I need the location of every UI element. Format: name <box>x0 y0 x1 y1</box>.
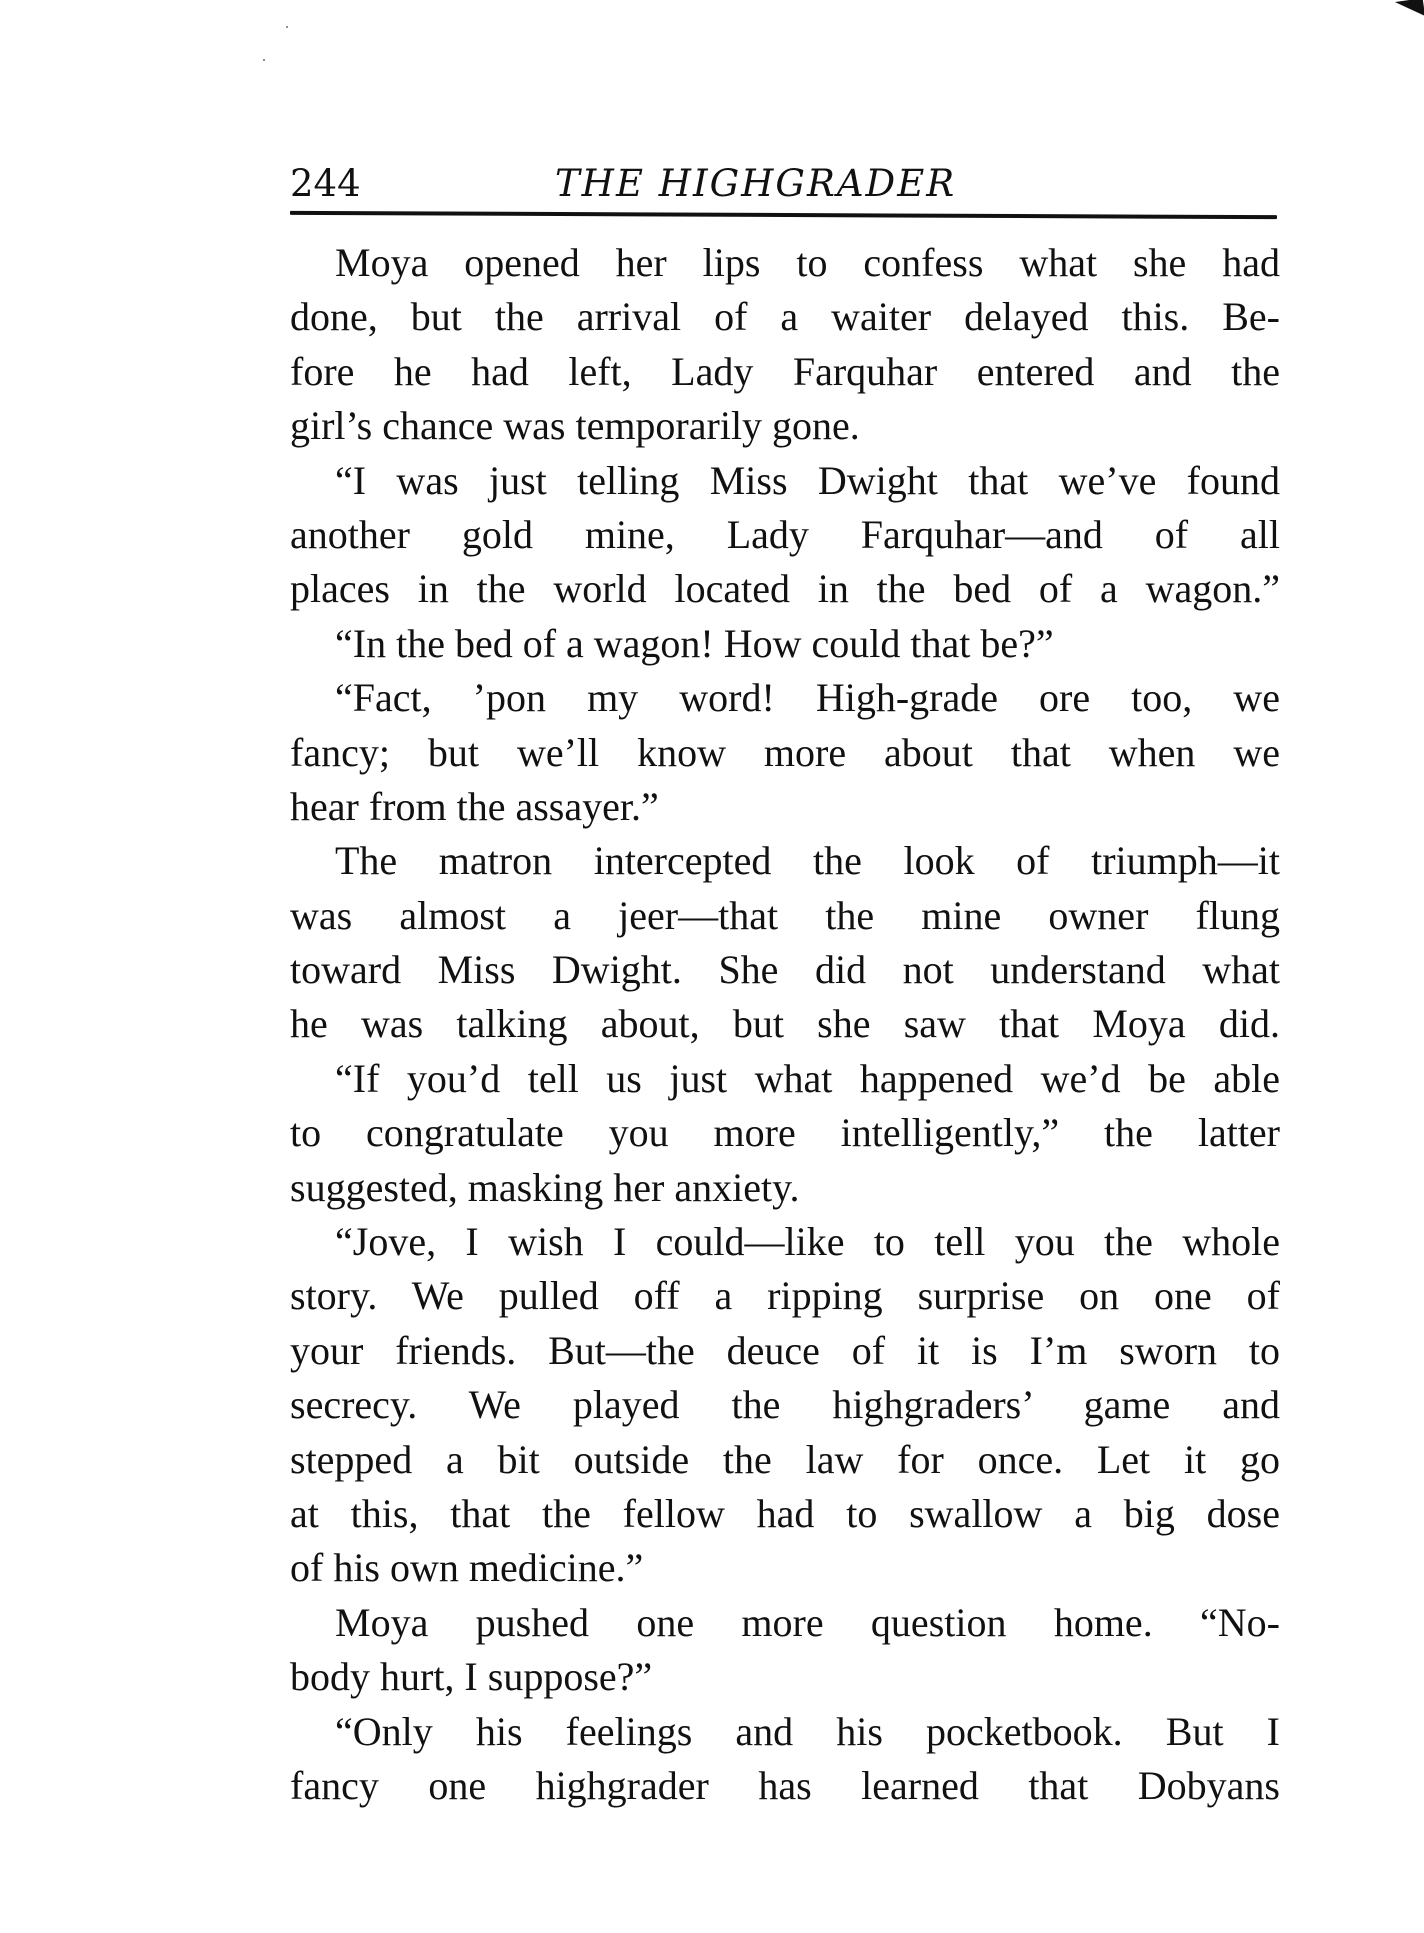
scan-corner-mark <box>1395 0 1424 20</box>
text-line: places in the world located in the bed of a wagon.” <box>290 566 1280 612</box>
text-line: fancy; but we’ll know more about that when we <box>290 729 1280 775</box>
text-line: was almost a jeer—that the mine owner flung <box>290 892 1280 938</box>
text-line: of his own medicine.” <box>290 1545 644 1591</box>
text-line: toward Miss Dwight. She did not understand what <box>290 947 1280 993</box>
page-header <box>290 160 1277 208</box>
text-line: “If you’d tell us just what happened we’d be able <box>335 1055 1280 1101</box>
scan-speck <box>263 59 265 61</box>
body-text <box>290 236 1280 1813</box>
text-line: secrecy. We played the highgraders’ game and <box>290 1382 1280 1428</box>
text-line: at this, that the fellow had to swallow a big dose <box>290 1490 1280 1536</box>
text-line: The matron intercepted the look of triumph—it <box>335 838 1280 884</box>
text-line: body hurt, I suppose?” <box>290 1654 653 1700</box>
text-line: Moya pushed one more question home. “No- <box>335 1599 1280 1645</box>
text-line: hear from the assayer.” <box>290 783 659 829</box>
text-line: “I was just telling Miss Dwight that we’ve found <box>335 457 1280 503</box>
running-title: THE HIGHGRADER <box>555 162 957 205</box>
text-line: story. We pulled off a ripping surprise on one of <box>290 1273 1280 1319</box>
page-number: 244 <box>290 162 361 205</box>
text-line: suggested, masking her anxiety. <box>290 1164 800 1210</box>
scan-speck <box>286 26 288 28</box>
text-line: “Fact, ’pon my word! High-grade ore too, we <box>335 675 1280 721</box>
text-line: he was talking about, but she saw that Moya did. <box>290 1001 1280 1047</box>
text-line: “Jove, I wish I could—like to tell you the whole <box>335 1219 1280 1265</box>
text-line: done, but the arrival of a waiter delayed this. Be- <box>290 294 1280 340</box>
text-line: stepped a bit outside the law for once. Let it go <box>290 1436 1280 1482</box>
text-line: your friends. But—the deuce of it is I’m sworn to <box>290 1327 1280 1373</box>
text-line: “In the bed of a wagon! How could that be?” <box>335 620 1054 666</box>
text-line: “Only his feelings and his pocketbook. But I <box>335 1708 1280 1754</box>
text-line: girl’s chance was temporarily gone. <box>290 403 860 449</box>
text-line: to congratulate you more intelligently,” the latter <box>290 1110 1280 1156</box>
header-rule <box>290 211 1277 219</box>
text-line: fancy one highgrader has learned that Dobyans <box>290 1762 1280 1808</box>
text-line: Moya opened her lips to confess what she had <box>335 240 1280 285</box>
text-line: another gold mine, Lady Farquhar—and of all <box>290 511 1280 557</box>
text-line: fore he had left, Lady Farquhar entered and the <box>290 348 1280 394</box>
